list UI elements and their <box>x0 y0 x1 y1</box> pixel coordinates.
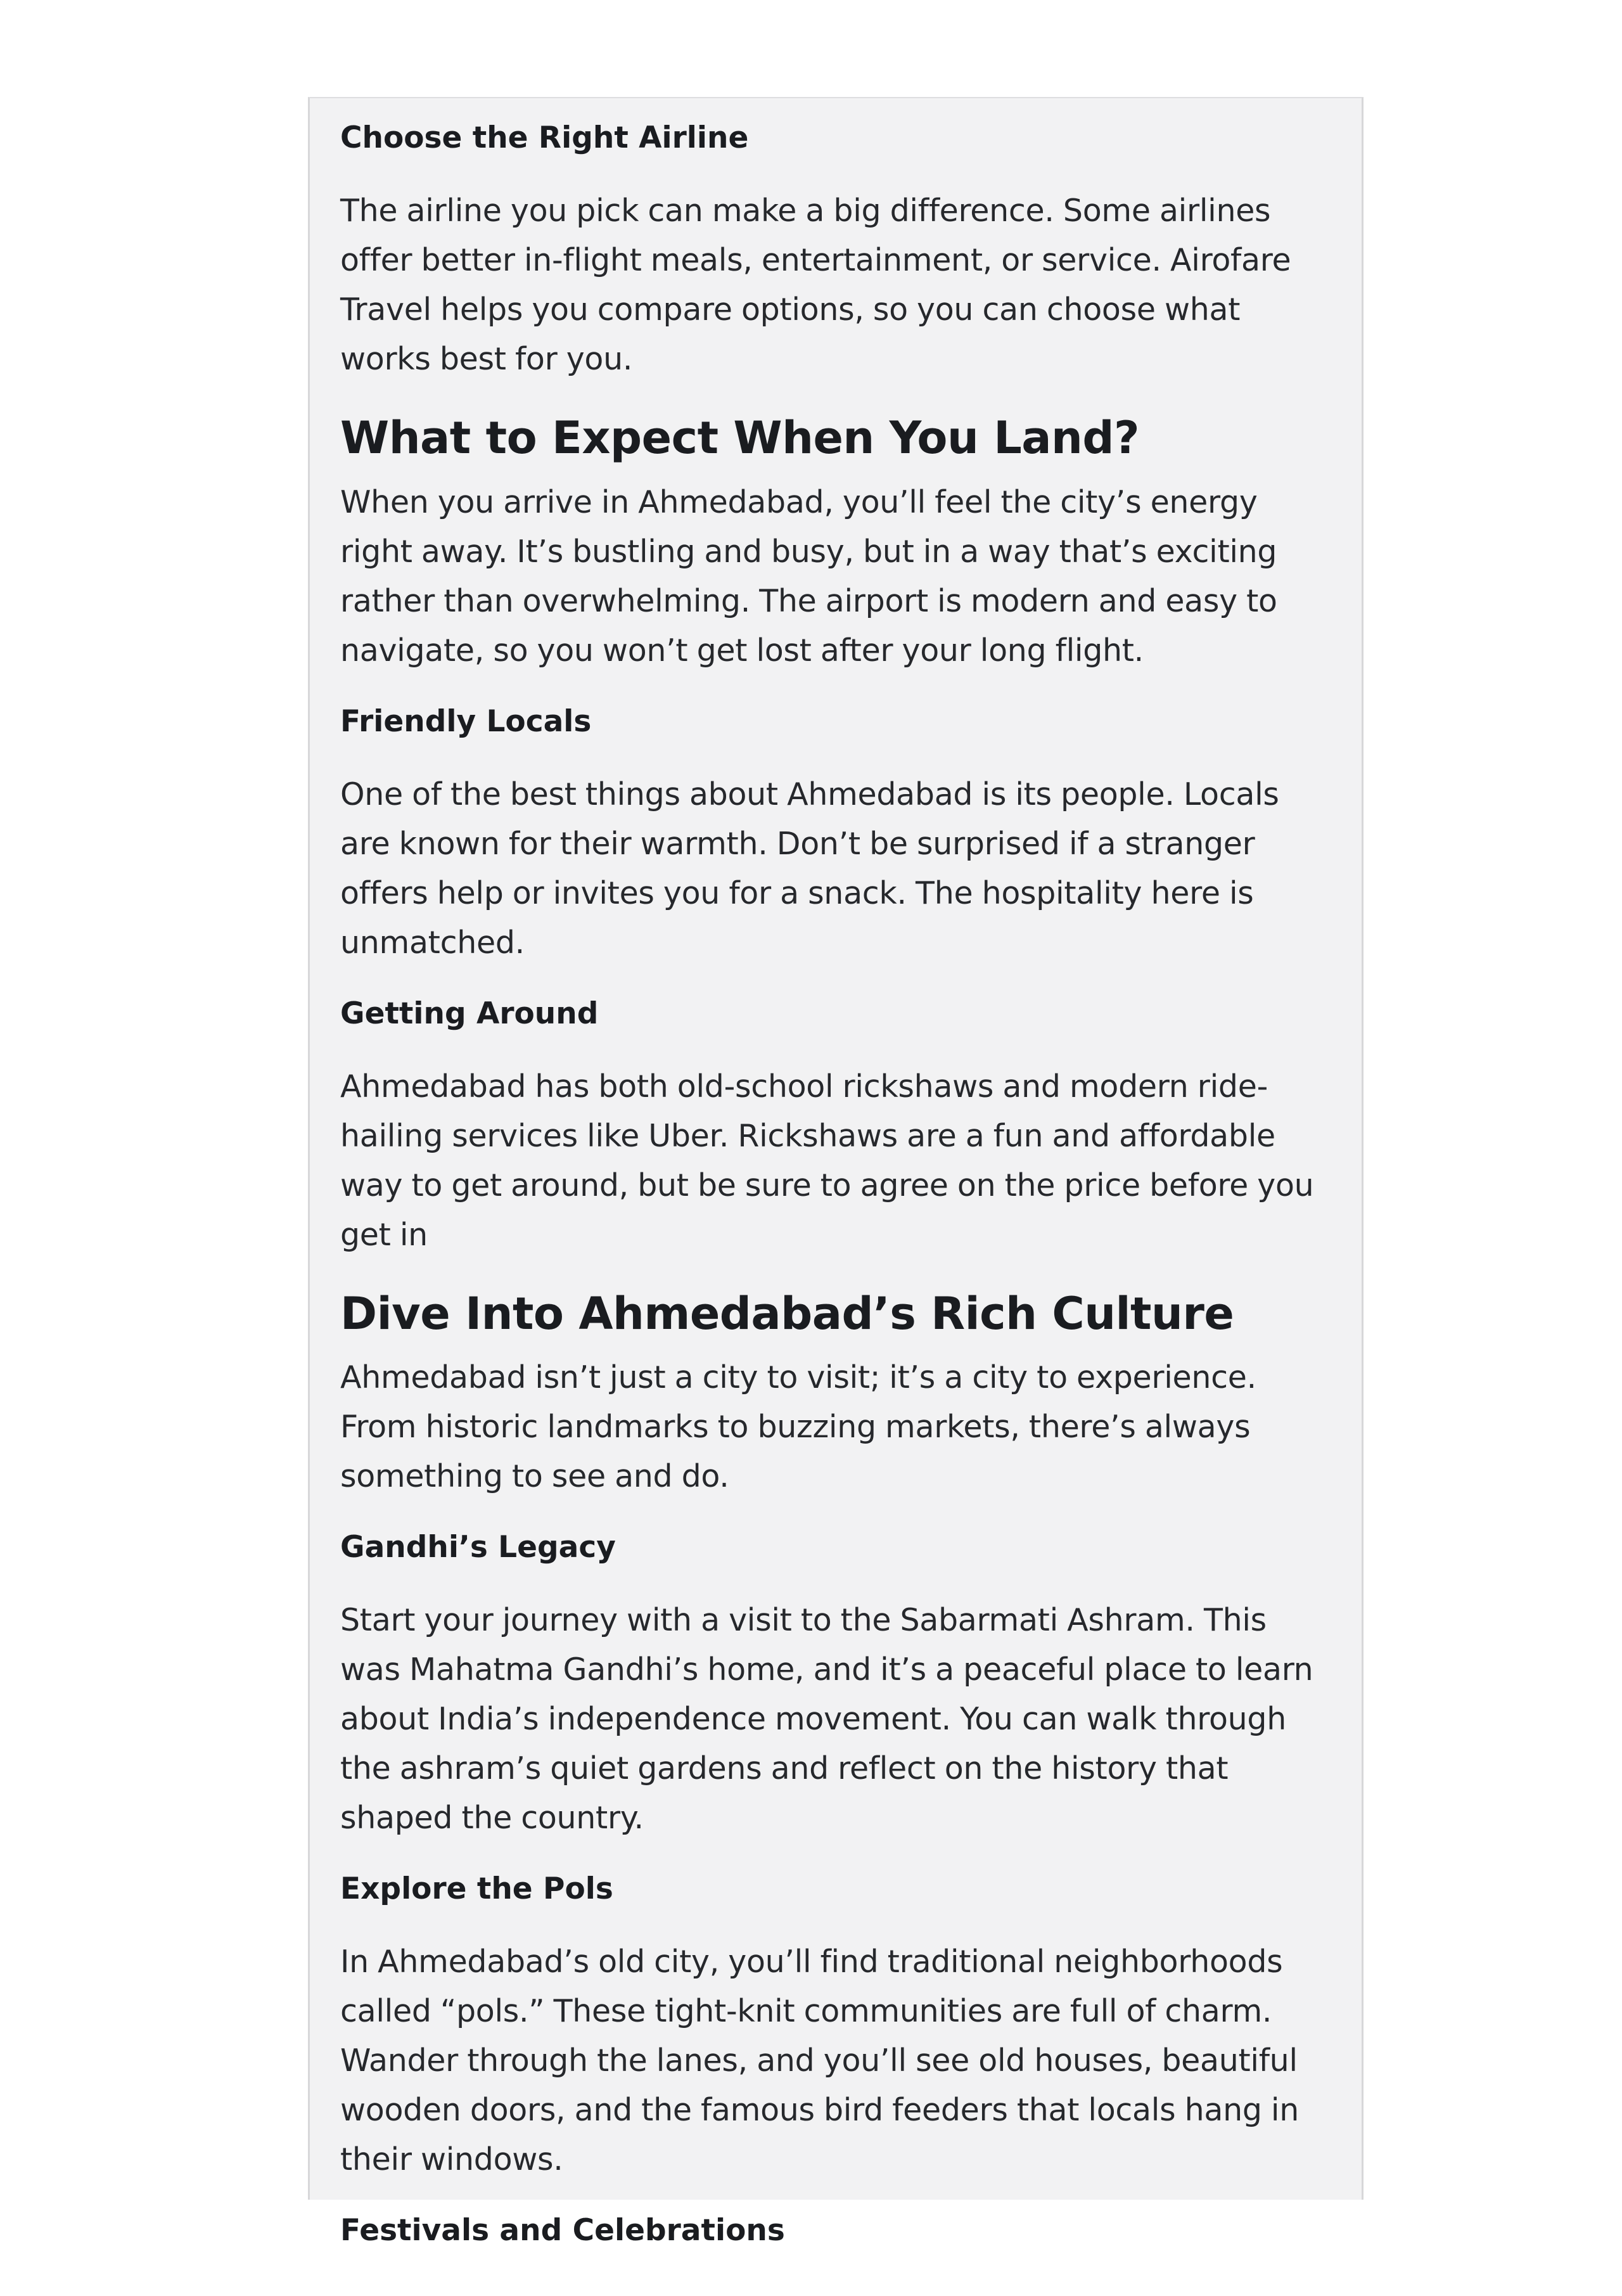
article-panel <box>308 97 1363 2248</box>
paragraph-choose-airline: The airline you pick can make a big difference. Some airlines offer better in-flight meals, entertainment, or service. Airofare Travel helps you compare options, so you can choose what works best for you. <box>340 193 1291 378</box>
paragraph-friendly-locals: One of the best things about Ahmedabad is its people. Locals are known for their warmth. Don’t be surprised if a stranger offers help or invites you for a snack. The hospitality here is unmatched. <box>340 776 1279 961</box>
paragraph-gandhi-legacy: Start your journey with a visit to the Sabarmati Ashram. This was Mahatma Gandhi’s home, and it’s a peaceful place to learn about India’s independence movement. You can walk through the ashram’s quiet gardens and reflect on the history that shaped the country. <box>340 1602 1313 1837</box>
heading-rich-culture: Dive Into Ahmedabad’s Rich Culture <box>340 1287 1234 1340</box>
heading-friendly-locals: Friendly Locals <box>340 703 592 739</box>
heading-getting-around: Getting Around <box>340 996 599 1031</box>
paragraph-getting-around: Ahmedabad has both old-school rickshaws and modern ride-hailing services like Uber. Rickshaws are a fun and affordable way to get around, but be sure to agree on the price before you get in <box>340 1068 1314 1253</box>
heading-what-to-expect: What to Expect When You Land? <box>340 412 1140 465</box>
heading-explore-pols: Explore the Pols <box>340 1871 613 1907</box>
heading-choose-airline: Choose the Right Airline <box>340 120 749 155</box>
heading-festivals: Festivals and Celebrations <box>340 2213 785 2248</box>
paragraph-what-to-expect: When you arrive in Ahmedabad, you’ll feel the city’s energy right away. It’s bustling and busy, but in a way that’s exciting rather than overwhelming. The airport is modern and easy to navigate, so you won’t get lost after your long flight. <box>340 484 1277 669</box>
paragraph-explore-pols: In Ahmedabad’s old city, you’ll find traditional neighborhoods called “pols.” These tight-knit communities are full of charm. Wander through the lanes, and you’ll see old houses, beautiful wooden doors, and the famous bird feeders that locals hang in their windows. <box>340 1944 1299 2178</box>
paragraph-rich-culture: Ahmedabad isn’t just a city to visit; it’s a city to experience. From historic landmarks to buzzing markets, there’s always something to see and do. <box>340 1359 1256 1495</box>
heading-gandhi-legacy: Gandhi’s Legacy <box>340 1530 616 1565</box>
